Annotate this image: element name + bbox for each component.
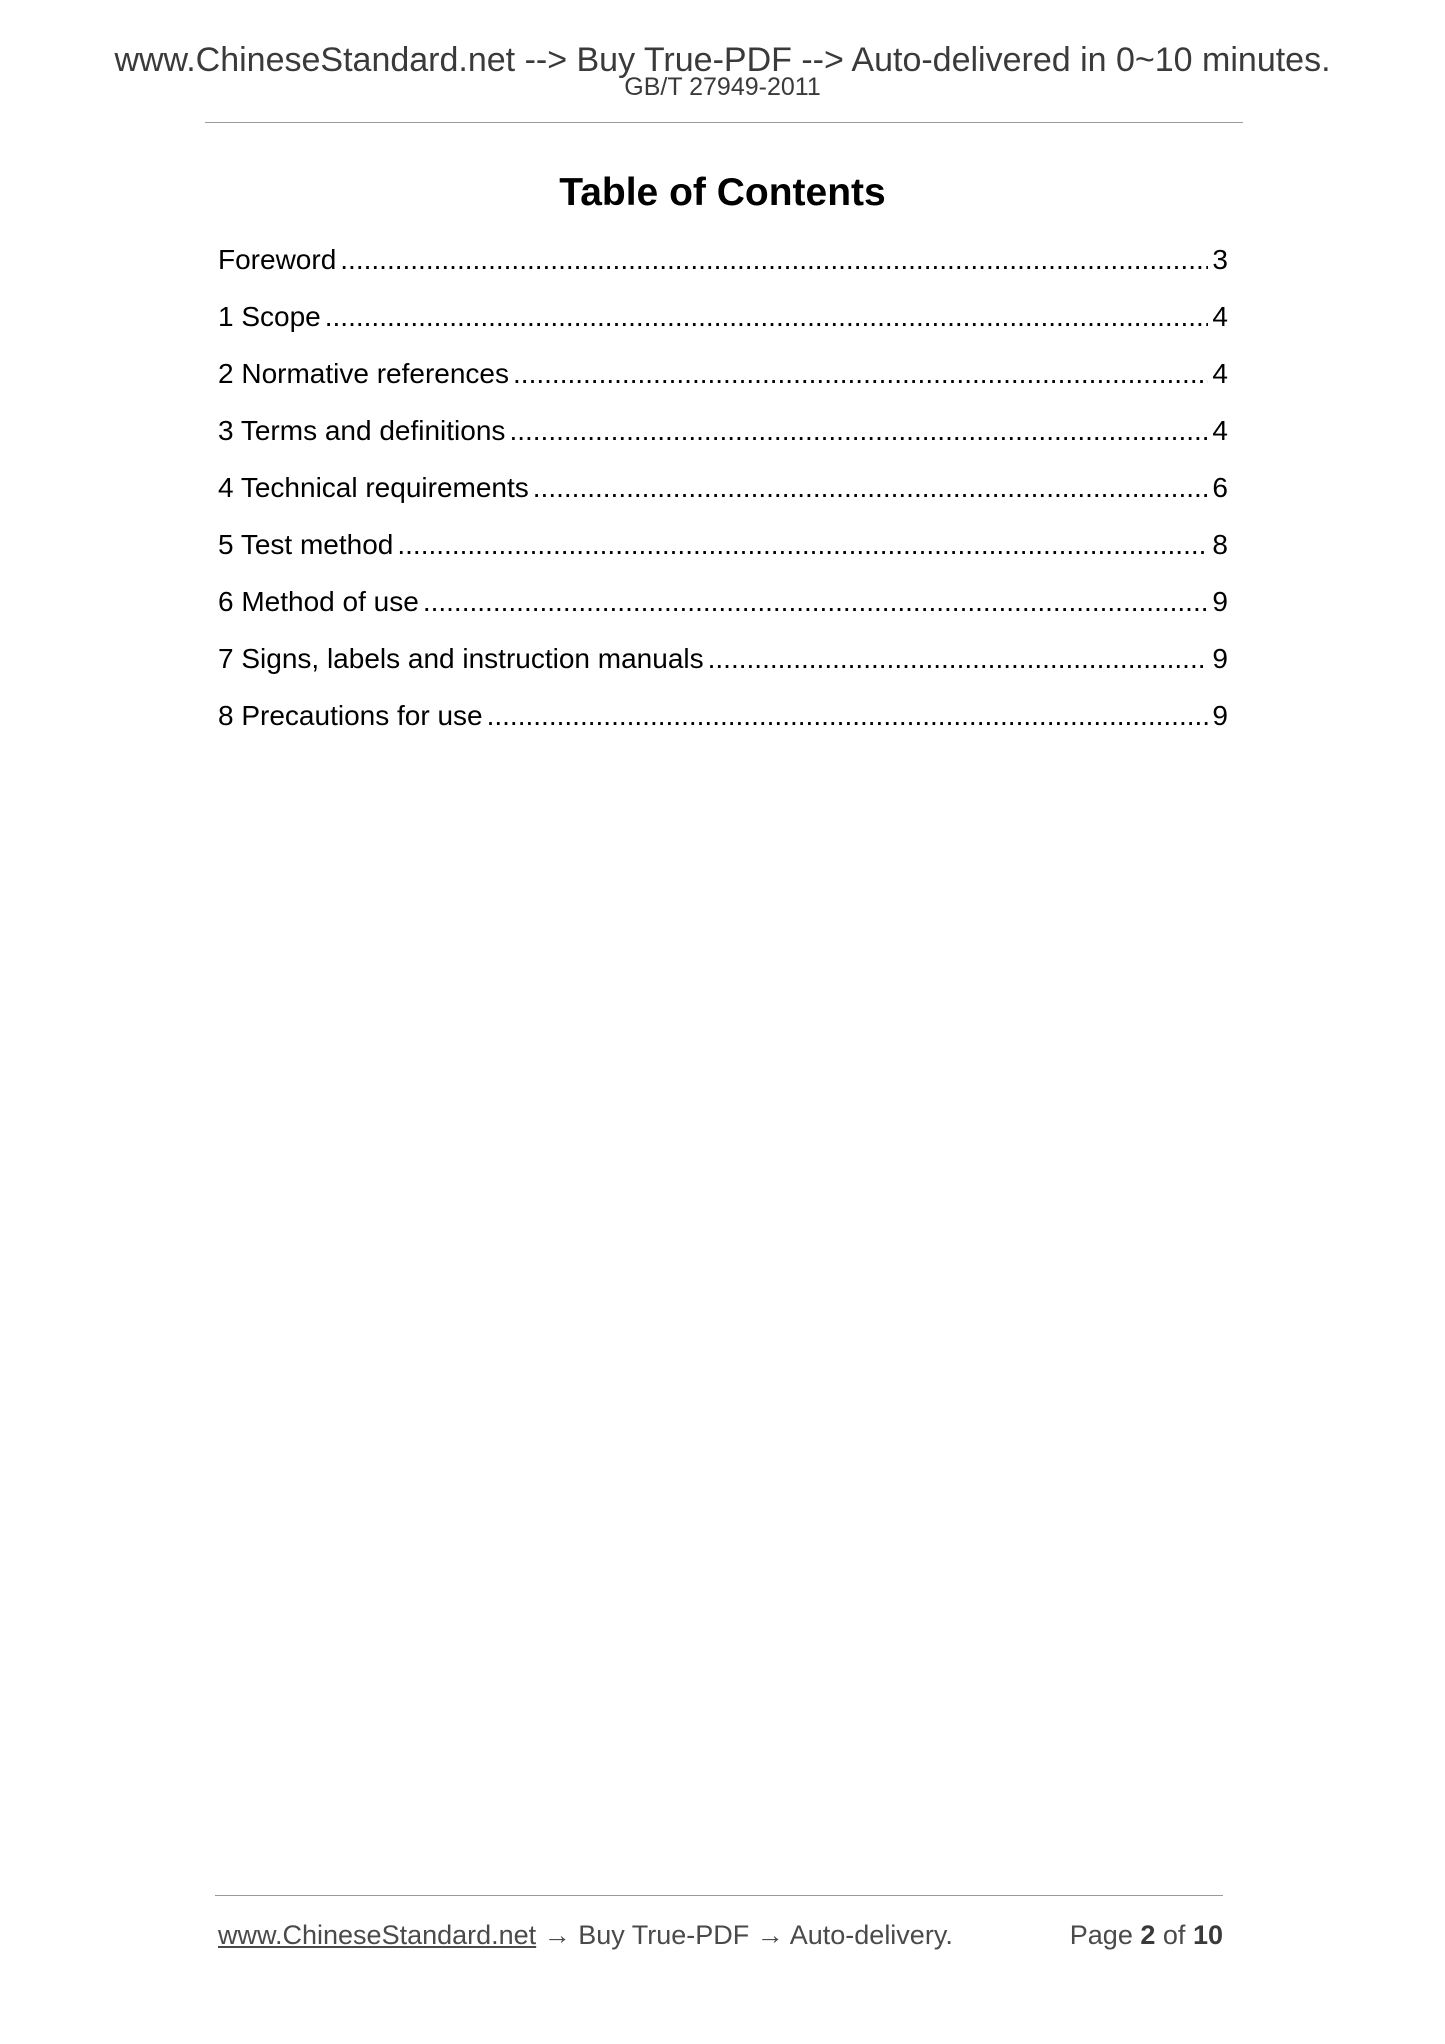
toc-entry-label: 4 Technical requirements — [218, 472, 529, 503]
toc-entry-technical-requirements[interactable] — [218, 468, 1228, 525]
page-word: Page — [1069, 1920, 1133, 1950]
toc-entry-foreword[interactable] — [218, 240, 1228, 297]
toc-title: Table of Contents — [559, 171, 886, 214]
footer-left — [218, 1915, 953, 1955]
page-footer — [218, 1915, 1223, 1955]
top-banner: www.ChineseStandard.net --> Buy True-PDF --> Auto-delivered in 0~10 minutes. — [114, 41, 1331, 79]
toc-entry-label: 1 Scope — [218, 301, 321, 332]
toc-entry-page: 9 — [1212, 700, 1228, 731]
toc-entry-label: 5 Test method — [218, 529, 394, 560]
current-page-number: 2 — [1140, 1920, 1156, 1950]
toc-entry-page: 4 — [1212, 358, 1228, 389]
toc-entry-scope[interactable] — [218, 297, 1228, 354]
toc-entry-label: 6 Method of use — [218, 586, 419, 617]
footer-site-link[interactable]: www.ChineseStandard.net — [218, 1920, 537, 1950]
toc-dot-leader — [708, 639, 1209, 679]
toc-dot-leader — [533, 468, 1209, 508]
toc-list — [218, 240, 1228, 753]
toc-entry-page: 8 — [1212, 529, 1228, 560]
toc-entry-page: 4 — [1212, 415, 1228, 446]
toc-entry-page: 6 — [1212, 472, 1228, 503]
document-code: GB/T 27949-2011 — [624, 73, 821, 101]
toc-entry-label: 7 Signs, labels and instruction manuals — [218, 643, 704, 674]
footer-divider — [215, 1895, 1223, 1896]
toc-entry-label: 3 Terms and definitions — [218, 415, 506, 446]
toc-dot-leader — [487, 696, 1209, 736]
toc-entry-page: 9 — [1212, 586, 1228, 617]
toc-entry-page: 4 — [1212, 301, 1228, 332]
toc-entry-test-method[interactable] — [218, 525, 1228, 582]
toc-dot-leader — [340, 240, 1208, 280]
toc-entry-normative-references[interactable] — [218, 354, 1228, 411]
page-indicator — [1070, 1915, 1223, 1955]
toc-entry-page: 3 — [1212, 244, 1228, 275]
header-divider — [205, 122, 1243, 123]
toc-dot-leader — [397, 525, 1208, 565]
toc-entry-label: 2 Normative references — [218, 358, 510, 389]
toc-dot-leader — [513, 354, 1208, 394]
toc-dot-leader — [423, 582, 1209, 622]
total-pages-number: 10 — [1192, 1920, 1223, 1950]
toc-entry-label: 8 Precautions for use — [218, 700, 483, 731]
toc-entry-terms-and-definitions[interactable] — [218, 411, 1228, 468]
toc-entry-label: Foreword — [218, 244, 337, 275]
toc-dot-leader — [509, 411, 1208, 451]
toc-entry-page: 9 — [1212, 643, 1228, 674]
toc-entry-method-of-use[interactable] — [218, 582, 1228, 639]
toc-entry-signs-labels[interactable] — [218, 639, 1228, 696]
of-word: of — [1162, 1920, 1186, 1950]
toc-entry-precautions-for-use[interactable] — [218, 696, 1228, 753]
toc-dot-leader — [325, 297, 1209, 337]
footer-tagline: → Buy True-PDF → Auto-delivery. — [536, 1920, 953, 1950]
